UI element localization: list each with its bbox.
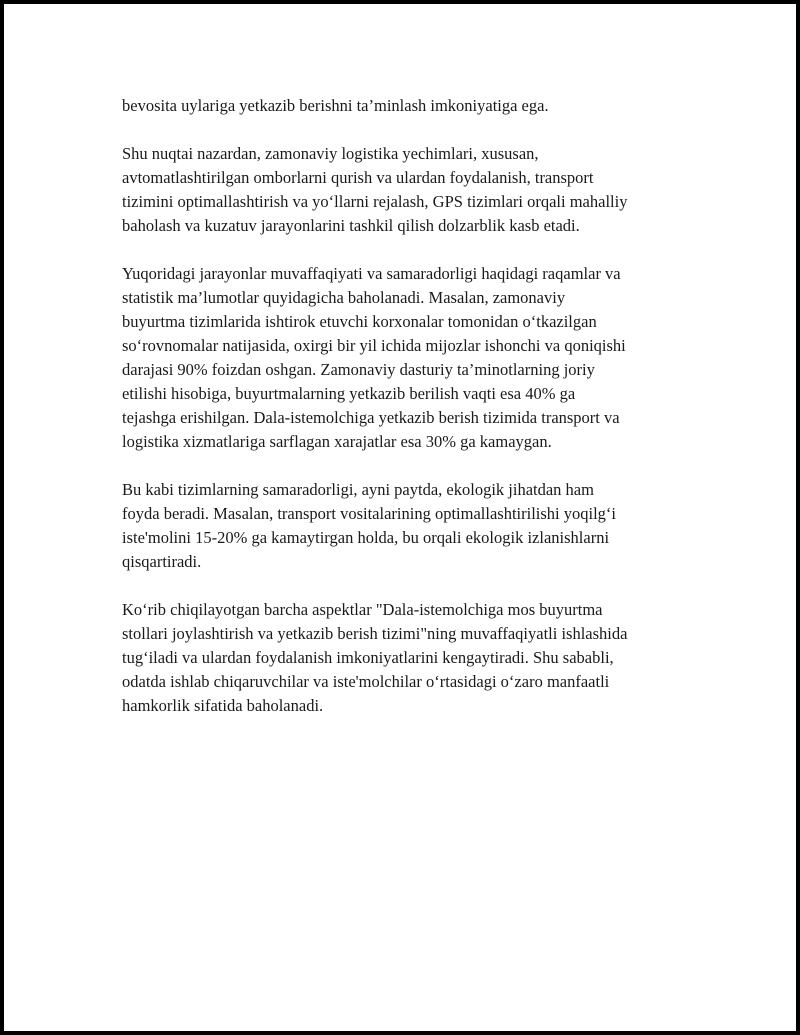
text-line: darajasi 90% foizdan oshgan. Zamonaviy dasturiy ta’minotlarning joriy — [122, 360, 595, 379]
text-line: Bu kabi tizimlarning samaradorligi, ayni paytda, ekologik jihatdan ham — [122, 480, 594, 499]
text-line: logistika xizmatlariga sarflagan xarajatlar esa 30% ga kamaygan. — [122, 432, 552, 451]
text-line: iste'molini 15-20% ga kamaytirgan holda, bu orqali ekologik izlanishlarni — [122, 528, 610, 547]
text-line: baholash va kuzatuv jarayonlarini tashkil qilish dolzarblik kasb etadi. — [122, 216, 580, 235]
text-line: hamkorlik sifatida baholanadi. — [122, 696, 324, 715]
text-line: foyda beradi. Masalan, transport vositalarining optimallashtirilishi yoqilg‘i — [122, 504, 616, 523]
paragraph-1 — [122, 94, 692, 118]
text-line: tug‘iladi va ulardan foydalanish imkoniyatlarini kengaytiradi. Shu sababli, — [122, 648, 614, 667]
text-line: so‘rovnomalar natijasida, oxirgi bir yil ichida mijozlar ishonchi va qoniqishi — [122, 336, 626, 355]
text-line: bevosita uylariga yetkazib berishni ta’minlash imkoniyatiga ega. — [122, 96, 549, 115]
text-line: tejashga erishilgan. Dala-istemolchiga yetkazib berish tizimida transport va — [122, 408, 620, 427]
text-line: buyurtma tizimlarida ishtirok etuvchi korxonalar tomonidan o‘tkazilgan — [122, 312, 597, 331]
text-line: tizimini optimallashtirish va yo‘llarni rejalash, GPS tizimlari orqali mahalliy — [122, 192, 628, 211]
text-line: statistik ma’lumotlar quyidagicha baholanadi. Masalan, zamonaviy — [122, 288, 566, 307]
text-line: odatda ishlab chiqaruvchilar va iste'molchilar o‘rtasidagi o‘zaro manfaatli — [122, 672, 610, 691]
text-line: avtomatlashtirilgan omborlarni qurish va ulardan foydalanish, transport — [122, 168, 594, 187]
text-line: Yuqoridagi jarayonlar muvaffaqiyati va samaradorligi haqidagi raqamlar va — [122, 264, 621, 283]
paragraph-4 — [122, 478, 692, 574]
text-line: etilishi hisobiga, buyurtmalarning yetkazib berilish vaqti esa 40% ga — [122, 384, 576, 403]
paragraph-5 — [122, 598, 692, 718]
text-line: stollari joylashtirish va yetkazib berish tizimi"ning muvaffaqiyatli ishlashida — [122, 624, 628, 643]
text-line: Shu nuqtai nazardan, zamonaviy logistika yechimlari, xususan, — [122, 144, 539, 163]
text-line: qisqartiradi. — [122, 552, 202, 571]
paragraph-3 — [122, 262, 692, 454]
text-line: Ko‘rib chiqilayotgan barcha aspektlar "Dala-istemolchiga mos buyurtma — [122, 600, 603, 619]
document-body — [122, 94, 692, 742]
paragraph-2 — [122, 142, 692, 238]
